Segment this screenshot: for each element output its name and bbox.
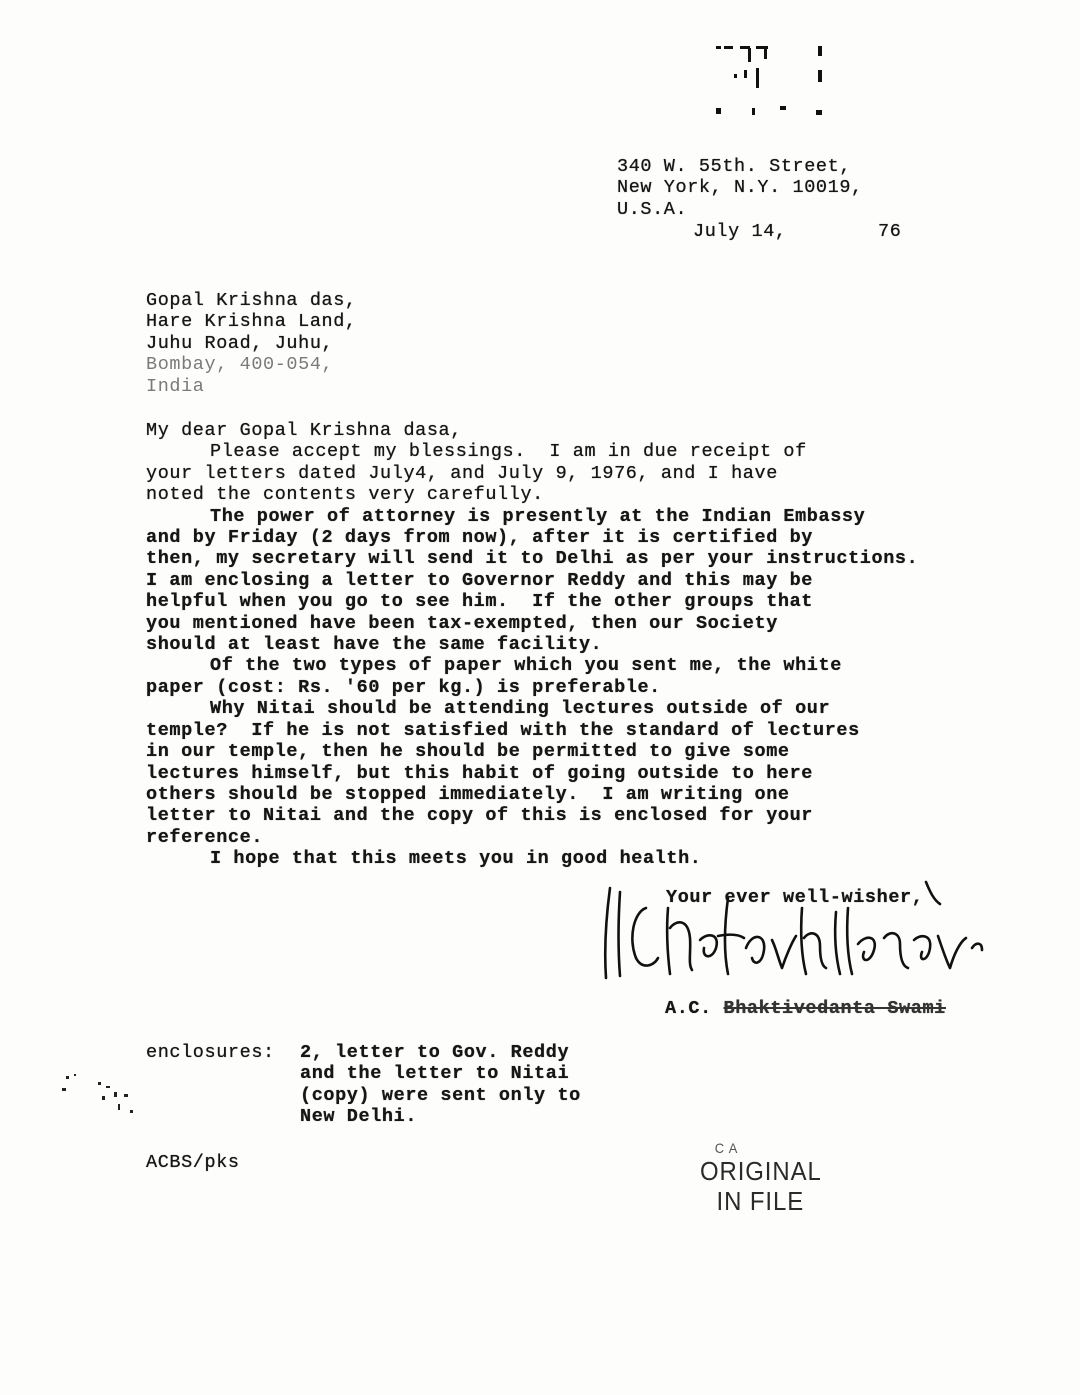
body-line: then, my secretary will send it to Delhi as per your instructions. (146, 548, 919, 570)
body-line: I am enclosing a letter to Governor Reddy and this may be (146, 569, 814, 591)
body-line: in our temple, then he should be permitted to give some (146, 741, 790, 763)
recipient-line: Bombay, 400-054, (146, 354, 334, 376)
enclosures-block (146, 1042, 581, 1128)
address-line: 340 W. 55th. Street, (617, 156, 852, 177)
body-line: and by Friday (2 days from now), after it is certified by (146, 527, 814, 549)
recipient-address (146, 290, 357, 397)
body-line: others should be stopped immediately. I am writing one (146, 783, 790, 805)
letterhead-mark (708, 40, 838, 120)
body-line: Please accept my blessings. I am in due receipt of (210, 441, 807, 463)
body-line: helpful when you go to see him. If the other groups that (146, 591, 814, 613)
salutation: My dear Gopal Krishna dasa, (146, 420, 462, 441)
address-line: U.S.A. (617, 198, 688, 220)
recipient-line: India (146, 375, 205, 397)
body-line: your letters dated July4, and July 9, 1976, and I have (146, 462, 778, 484)
enclosure-line: (copy) were sent only to (300, 1084, 581, 1106)
body-line: Of the two types of paper which you sent me, the white (210, 655, 842, 677)
letter-date (693, 221, 913, 242)
recipient-line: Hare Krishna Land, (146, 311, 357, 333)
body-line: temple? If he is not satisfied with the standard of lectures (146, 719, 860, 741)
body-line: paper (cost: Rs. '60 per kg.) is preferable. (146, 676, 661, 698)
enclosure-line: and the letter to Nitai (300, 1063, 570, 1085)
body-line: should at least have the same facility. (146, 634, 603, 656)
enclosure-line: New Delhi. (300, 1106, 418, 1128)
body-line: reference. (146, 826, 264, 848)
margin-scribble (58, 1070, 148, 1120)
enclosure-line: 2, letter to Gov. Reddy (300, 1042, 570, 1063)
stamp-top: C A (714, 1140, 739, 1156)
body-line: The power of attorney is presently at the Indian Embassy (210, 505, 866, 527)
signatory-prefix: A.C. (665, 998, 724, 1019)
handwritten-signature (596, 878, 986, 988)
stamp-line: IN FILE (716, 1186, 805, 1216)
valediction: Your ever well-wisher, (666, 887, 924, 908)
date-text: July 14, (693, 221, 787, 242)
stamp-line: ORIGINAL (700, 1156, 822, 1186)
letter-body (146, 420, 1016, 870)
body-line: noted the contents very carefully. (146, 484, 544, 506)
signatory-struck-name: Bhaktivedanta Swami (723, 998, 946, 1019)
body-line: I hope that this meets you in good health. (210, 848, 702, 870)
recipient-line: Juhu Road, Juhu, (146, 332, 334, 354)
signatory-name (665, 998, 946, 1019)
body-line: you mentioned have been tax-exempted, then our Society (146, 612, 778, 634)
address-line: New York, N.Y. 10019, (617, 177, 863, 199)
enclosures-label: enclosures: (146, 1042, 275, 1063)
body-line: Why Nitai should be attending lectures outside of our (210, 698, 831, 720)
reference-initials: ACBS/pks (146, 1152, 240, 1173)
recipient-name: Gopal Krishna das, (146, 290, 357, 311)
date-year: 76 (878, 221, 902, 242)
body-line: lectures himself, but this habit of going outside to here (146, 762, 814, 784)
body-line: letter to Nitai and the copy of this is enclosed for your (146, 805, 814, 827)
sender-address (617, 156, 863, 220)
original-in-file-stamp (700, 1140, 884, 1216)
